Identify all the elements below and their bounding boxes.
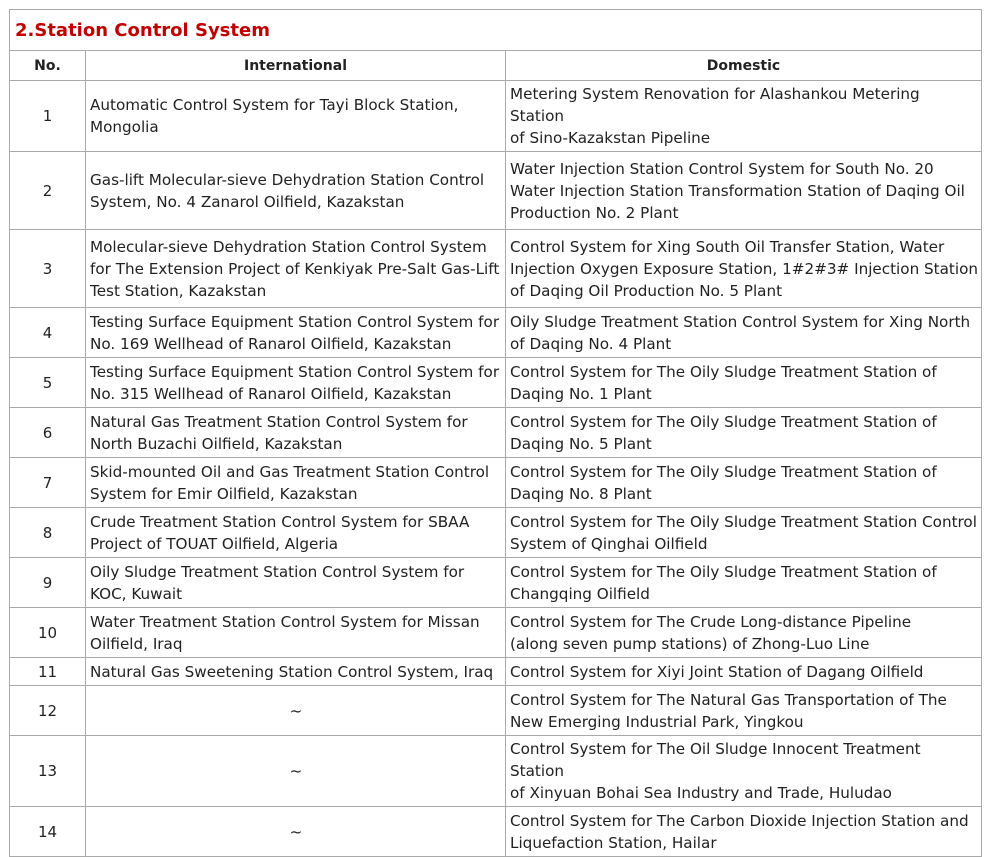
table-row bbox=[10, 152, 982, 230]
international-cell: Gas-lift Molecular-sieve Dehydration Station Control System, No. 4 Zanarol Oilfield, Kazakstan bbox=[86, 152, 506, 230]
international-cell: Crude Treatment Station Control System for SBAA Project of TOUAT Oilfield, Algeria bbox=[86, 508, 506, 558]
domestic-cell: Metering System Renovation for Alashankou Metering Station of Sino-Kazakstan Pipeline bbox=[506, 81, 982, 152]
international-cell: ~ bbox=[86, 736, 506, 807]
header-international: International bbox=[86, 51, 506, 81]
domestic-cell: Control System for The Oily Sludge Treatment Station of Changqing Oilfield bbox=[506, 558, 982, 608]
row-number: 7 bbox=[10, 458, 86, 508]
row-number: 5 bbox=[10, 358, 86, 408]
row-number: 9 bbox=[10, 558, 86, 608]
international-cell: Testing Surface Equipment Station Control System for No. 315 Wellhead of Ranarol Oilfield, Kazakstan bbox=[86, 358, 506, 408]
table-row bbox=[10, 81, 982, 152]
row-number: 10 bbox=[10, 608, 86, 658]
international-cell: Molecular-sieve Dehydration Station Control System for The Extension Project of Kenkiyak Pre-Salt Gas-Lift Test Station, Kazakstan bbox=[86, 230, 506, 308]
international-cell: Oily Sludge Treatment Station Control System for KOC, Kuwait bbox=[86, 558, 506, 608]
title-row bbox=[10, 10, 982, 51]
domestic-cell: Control System for The Oily Sludge Treatment Station Control System of Qinghai Oilfield bbox=[506, 508, 982, 558]
header-row bbox=[10, 51, 982, 81]
section-title: 2.Station Control System bbox=[15, 19, 270, 41]
row-number: 8 bbox=[10, 508, 86, 558]
table-row bbox=[10, 608, 982, 658]
domestic-cell: Control System for Xing South Oil Transfer Station, Water Injection Oxygen Exposure Station, 1#2#3# Injection Station of Daqing Oil Production No. 5 Plant bbox=[506, 230, 982, 308]
international-cell: ~ bbox=[86, 807, 506, 857]
domestic-cell: Control System for The Oil Sludge Innocent Treatment Station of Xinyuan Bohai Sea Industry and Trade, Huludao bbox=[506, 736, 982, 807]
row-number: 12 bbox=[10, 686, 86, 736]
title-cell bbox=[10, 10, 982, 51]
international-cell: Natural Gas Sweetening Station Control System, Iraq bbox=[86, 658, 506, 686]
international-cell: Testing Surface Equipment Station Control System for No. 169 Wellhead of Ranarol Oilfield, Kazakstan bbox=[86, 308, 506, 358]
international-cell: Automatic Control System for Tayi Block Station, Mongolia bbox=[86, 81, 506, 152]
row-number: 4 bbox=[10, 308, 86, 358]
header-no: No. bbox=[10, 51, 86, 81]
row-number: 6 bbox=[10, 408, 86, 458]
domestic-cell: Control System for The Oily Sludge Treatment Station of Daqing No. 5 Plant bbox=[506, 408, 982, 458]
table-body bbox=[10, 81, 982, 857]
table-row bbox=[10, 658, 982, 686]
table-row bbox=[10, 308, 982, 358]
international-cell: Skid-mounted Oil and Gas Treatment Station Control System for Emir Oilfield, Kazakstan bbox=[86, 458, 506, 508]
table-row bbox=[10, 458, 982, 508]
domestic-cell: Water Injection Station Control System for South No. 20 Water Injection Station Transformation Station of Daqing Oil Production No. 2 Plant bbox=[506, 152, 982, 230]
row-number: 3 bbox=[10, 230, 86, 308]
table-row bbox=[10, 807, 982, 857]
table-row bbox=[10, 408, 982, 458]
domestic-cell: Control System for The Natural Gas Transportation of The New Emerging Industrial Park, Yingkou bbox=[506, 686, 982, 736]
international-cell: Natural Gas Treatment Station Control System for North Buzachi Oilfield, Kazakstan bbox=[86, 408, 506, 458]
table-row bbox=[10, 686, 982, 736]
international-cell: ~ bbox=[86, 686, 506, 736]
table-row bbox=[10, 230, 982, 308]
header-domestic: Domestic bbox=[506, 51, 982, 81]
domestic-cell: Control System for The Crude Long-distance Pipeline (along seven pump stations) of Zhong-Luo Line bbox=[506, 608, 982, 658]
domestic-cell: Control System for The Oily Sludge Treatment Station of Daqing No. 8 Plant bbox=[506, 458, 982, 508]
table-row bbox=[10, 508, 982, 558]
domestic-cell: Control System for Xiyi Joint Station of Dagang Oilfield bbox=[506, 658, 982, 686]
domestic-cell: Control System for The Oily Sludge Treatment Station of Daqing No. 1 Plant bbox=[506, 358, 982, 408]
row-number: 2 bbox=[10, 152, 86, 230]
domestic-cell: Oily Sludge Treatment Station Control System for Xing North of Daqing No. 4 Plant bbox=[506, 308, 982, 358]
row-number: 13 bbox=[10, 736, 86, 807]
row-number: 1 bbox=[10, 81, 86, 152]
table-row bbox=[10, 558, 982, 608]
international-cell: Water Treatment Station Control System for Missan Oilfield, Iraq bbox=[86, 608, 506, 658]
domestic-cell: Control System for The Carbon Dioxide Injection Station and Liquefaction Station, Hailar bbox=[506, 807, 982, 857]
row-number: 11 bbox=[10, 658, 86, 686]
table-row bbox=[10, 736, 982, 807]
station-control-table bbox=[9, 9, 982, 857]
station-control-table-container bbox=[9, 9, 981, 857]
table-row bbox=[10, 358, 982, 408]
row-number: 14 bbox=[10, 807, 86, 857]
